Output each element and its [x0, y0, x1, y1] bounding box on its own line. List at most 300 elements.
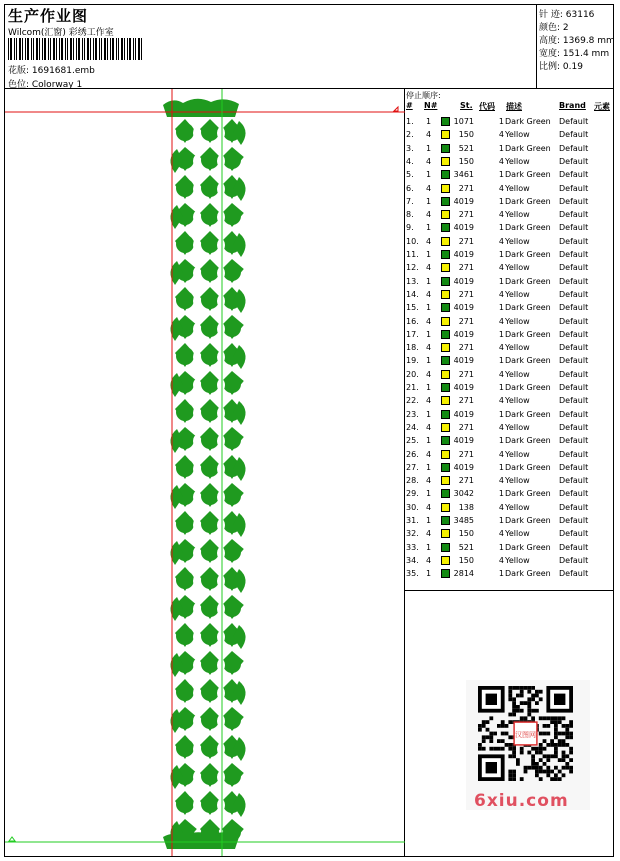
- pattern-gap: [217, 519, 225, 531]
- stat-scale: 比例: 0.19: [539, 62, 583, 72]
- row-number: 10.: [406, 236, 419, 246]
- stitch-count: 271: [458, 316, 474, 326]
- color-swatch: [441, 130, 450, 139]
- needle-number: 1: [426, 569, 432, 579]
- color-swatch: [441, 450, 450, 459]
- color-swatch: [441, 317, 450, 326]
- row-number: 3.: [406, 143, 414, 153]
- color-code: 4: [498, 502, 504, 512]
- pattern-gap: [217, 771, 225, 783]
- thread-brand: Default: [559, 170, 589, 180]
- needle-number: 1: [426, 117, 432, 126]
- color-description: Dark Green: [505, 223, 551, 233]
- needle-number: 1: [426, 170, 432, 180]
- stitch-count: 4019: [453, 356, 474, 366]
- pattern-gap: [193, 519, 201, 531]
- stitch-count: 150: [458, 529, 474, 539]
- table-row: [405, 449, 613, 462]
- pattern-gap: [193, 491, 201, 503]
- table-row: [405, 196, 613, 209]
- needle-number: 4: [426, 236, 432, 246]
- color-description: Dark Green: [505, 462, 551, 472]
- pattern-gap: [193, 323, 201, 335]
- pattern-drop: [201, 515, 219, 533]
- stop-sequence-title: 停止顺序:: [406, 91, 441, 100]
- embroidery-pattern: [5, 89, 405, 856]
- thread-brand: Default: [559, 303, 589, 313]
- pattern-gap: [217, 379, 225, 391]
- needle-number: 1: [426, 250, 432, 259]
- col-header-num: #: [406, 101, 413, 110]
- stitch-count: 271: [458, 369, 474, 379]
- stat-width: 宽度: 151.4 mm: [539, 49, 610, 59]
- pattern-gap: [217, 183, 225, 195]
- needle-number: 1: [426, 383, 432, 392]
- worksheet-header: [5, 5, 537, 89]
- pattern-drop: [176, 123, 194, 141]
- pattern-drop: [223, 767, 241, 785]
- thread-brand: Default: [559, 383, 589, 392]
- pattern-drop: [176, 795, 194, 813]
- stitch-count: 271: [458, 183, 474, 193]
- pattern-drop: [176, 179, 194, 197]
- pattern-gap: [193, 407, 201, 419]
- pattern-gap: [217, 799, 225, 811]
- pattern-drop: [201, 543, 219, 561]
- color-description: Dark Green: [505, 117, 551, 126]
- stitch-count: 4019: [453, 329, 474, 339]
- color-code: 4: [498, 289, 504, 299]
- needle-number: 4: [426, 422, 432, 432]
- pattern-gap: [217, 239, 225, 251]
- color-swatch: [441, 410, 450, 419]
- color-description: Dark Green: [505, 250, 551, 259]
- row-number: 26.: [406, 449, 419, 459]
- stitch-count: 521: [458, 143, 474, 153]
- thread-brand: Default: [559, 223, 589, 233]
- table-row: [405, 382, 613, 395]
- color-swatch: [441, 516, 450, 525]
- color-code: 1: [498, 409, 504, 419]
- color-description: Yellow: [505, 476, 530, 486]
- color-swatch: [441, 463, 450, 472]
- needle-number: 1: [426, 516, 432, 525]
- pattern-gap: [217, 547, 225, 559]
- col-header-stitches: St.: [460, 101, 473, 110]
- color-description: Dark Green: [505, 170, 551, 180]
- pattern-gap: [217, 435, 225, 447]
- color-swatch: [441, 556, 450, 565]
- color-description: Yellow: [505, 156, 530, 166]
- pattern-drop: [201, 403, 219, 421]
- needle-number: 4: [426, 289, 432, 299]
- table-row: [405, 302, 613, 315]
- color-code: 1: [498, 569, 504, 579]
- needle-number: 1: [426, 303, 432, 313]
- color-swatch: [441, 117, 450, 126]
- color-swatch: [441, 330, 450, 339]
- col-header-brand: Brand: [559, 101, 586, 110]
- pattern-drop: [223, 263, 241, 281]
- pattern-drop: [223, 207, 241, 225]
- color-description: Yellow: [505, 422, 530, 432]
- color-swatch: [441, 489, 450, 498]
- pattern-gap: [217, 463, 225, 475]
- pattern-gap: [193, 743, 201, 755]
- table-row: [405, 528, 613, 541]
- needle-number: 1: [426, 436, 432, 446]
- color-code: 4: [498, 476, 504, 486]
- needle-number: 1: [426, 462, 432, 472]
- color-description: Yellow: [505, 130, 530, 140]
- thread-brand: Default: [559, 396, 589, 406]
- pattern-gap: [217, 407, 225, 419]
- needle-number: 1: [426, 276, 432, 286]
- pattern-drop: [201, 571, 219, 589]
- row-number: 23.: [406, 409, 419, 419]
- needle-number: 1: [426, 223, 432, 233]
- pattern-gap: [217, 743, 225, 755]
- design-stats: [537, 5, 613, 89]
- table-row: [405, 422, 613, 435]
- pattern-drop: [223, 151, 241, 169]
- thread-brand: Default: [559, 529, 589, 539]
- color-swatch: [441, 356, 450, 365]
- pattern-drop: [223, 599, 241, 617]
- color-description: Yellow: [505, 263, 530, 273]
- color-swatch: [441, 476, 450, 485]
- table-row: [405, 435, 613, 448]
- thread-brand: Default: [559, 156, 589, 166]
- stitch-count: 4019: [453, 276, 474, 286]
- pattern-gap: [193, 211, 201, 223]
- color-description: Yellow: [505, 396, 530, 406]
- color-code: 4: [498, 263, 504, 273]
- color-code: 1: [498, 276, 504, 286]
- row-number: 22.: [406, 396, 419, 406]
- stat-stitches: 针 迹: 63116: [539, 10, 595, 20]
- color-swatch: [441, 543, 450, 552]
- stitch-count: 2814: [453, 569, 474, 579]
- color-swatch: [441, 423, 450, 432]
- pattern-drop: [176, 347, 194, 365]
- pattern-gap: [193, 603, 201, 615]
- pattern-drop: [223, 375, 241, 393]
- thread-brand: Default: [559, 343, 589, 353]
- pattern-drop: [201, 459, 219, 477]
- color-swatch: [441, 436, 450, 445]
- pattern-drop: [201, 123, 219, 141]
- stitch-count: 138: [458, 502, 474, 512]
- row-number: 21.: [406, 383, 419, 392]
- color-code: 4: [498, 422, 504, 432]
- row-number: 27.: [406, 462, 419, 472]
- color-code: 4: [498, 396, 504, 406]
- color-swatch: [441, 396, 450, 405]
- needle-number: 1: [426, 542, 432, 552]
- table-row: [405, 475, 613, 488]
- color-description: Dark Green: [505, 303, 551, 313]
- col-header-desc: 描述: [506, 102, 522, 111]
- color-description: Yellow: [505, 289, 530, 299]
- pattern-drop: [176, 235, 194, 253]
- thread-brand: Default: [559, 316, 589, 326]
- row-number: 30.: [406, 502, 419, 512]
- color-code: 4: [498, 316, 504, 326]
- pattern-drop: [201, 627, 219, 645]
- color-code: 4: [498, 529, 504, 539]
- thread-brand: Default: [559, 329, 589, 339]
- color-swatch: [441, 277, 450, 286]
- needle-number: 4: [426, 369, 432, 379]
- thread-brand: Default: [559, 555, 589, 565]
- needle-number: 4: [426, 449, 432, 459]
- row-number: 18.: [406, 343, 419, 353]
- row-number: 29.: [406, 489, 419, 499]
- color-code: 1: [498, 516, 504, 525]
- pattern-gap: [193, 687, 201, 699]
- color-code: 4: [498, 449, 504, 459]
- thread-brand: Default: [559, 542, 589, 552]
- stitch-count: 150: [458, 555, 474, 565]
- stitch-count: 4019: [453, 436, 474, 446]
- color-swatch: [441, 370, 450, 379]
- thread-brand: Default: [559, 502, 589, 512]
- row-number: 17.: [406, 329, 419, 339]
- row-number: 32.: [406, 529, 419, 539]
- color-description: Yellow: [505, 183, 530, 193]
- color-code: 4: [498, 343, 504, 353]
- color-swatch: [441, 343, 450, 352]
- page-title: 生产作业图: [8, 7, 89, 25]
- pattern-gap: [193, 351, 201, 363]
- table-row: [405, 183, 613, 196]
- needle-number: 1: [426, 356, 432, 366]
- row-number: 8.: [406, 210, 414, 220]
- color-description: Dark Green: [505, 436, 551, 446]
- color-swatch: [441, 569, 450, 578]
- stitch-count: 271: [458, 422, 474, 432]
- company-name: Wilcom(汇窗) 彩绣工作室: [8, 28, 114, 38]
- pattern-gap: [217, 323, 225, 335]
- color-code: 4: [498, 210, 504, 220]
- pattern-gap: [193, 575, 201, 587]
- thread-brand: Default: [559, 436, 589, 446]
- stop-sequence-table: [405, 89, 613, 591]
- pattern-drop: [201, 655, 219, 673]
- row-number: 20.: [406, 369, 419, 379]
- design-preview: [5, 89, 405, 856]
- pattern-gap: [193, 239, 201, 251]
- row-number: 28.: [406, 476, 419, 486]
- color-code: 1: [498, 250, 504, 259]
- needle-number: 4: [426, 555, 432, 565]
- table-row: [405, 222, 613, 235]
- stitch-count: 3461: [453, 170, 474, 180]
- border-band-top: [163, 99, 239, 117]
- pattern-gap: [193, 295, 201, 307]
- needle-number: 4: [426, 529, 432, 539]
- row-number: 16.: [406, 316, 419, 326]
- color-description: Dark Green: [505, 542, 551, 552]
- color-code: 4: [498, 156, 504, 166]
- row-number: 24.: [406, 422, 419, 432]
- table-row: [405, 488, 613, 501]
- table-row: [405, 249, 613, 262]
- row-number: 5.: [406, 170, 414, 180]
- stitch-count: 271: [458, 396, 474, 406]
- pattern-gap: [217, 491, 225, 503]
- color-code: 1: [498, 117, 504, 126]
- pattern-gap: [193, 379, 201, 391]
- color-description: Dark Green: [505, 356, 551, 366]
- row-number: 9.: [406, 223, 414, 233]
- table-row: [405, 542, 613, 555]
- row-number: 2.: [406, 130, 414, 140]
- row-number: 6.: [406, 183, 414, 193]
- thread-brand: Default: [559, 117, 589, 126]
- color-description: Yellow: [505, 316, 530, 326]
- color-swatch: [441, 529, 450, 538]
- row-number: 34.: [406, 555, 419, 565]
- table-row: [405, 369, 613, 382]
- color-code: 1: [498, 383, 504, 392]
- row-number: 12.: [406, 263, 419, 273]
- color-swatch: [441, 503, 450, 512]
- stitch-count: 4019: [453, 223, 474, 233]
- stitch-count: 271: [458, 236, 474, 246]
- pattern-drop: [201, 767, 219, 785]
- pattern-gap: [193, 715, 201, 727]
- color-swatch: [441, 383, 450, 392]
- pattern-drop: [223, 655, 241, 673]
- pattern-drop: [201, 319, 219, 337]
- thread-brand: Default: [559, 289, 589, 299]
- table-row: [405, 515, 613, 528]
- pattern-gap: [217, 715, 225, 727]
- stitch-count: 271: [458, 210, 474, 220]
- pattern-drop: [223, 319, 241, 337]
- color-code: 1: [498, 356, 504, 366]
- color-description: Yellow: [505, 555, 530, 565]
- pattern-drop: [223, 487, 241, 505]
- stitch-count: 150: [458, 156, 474, 166]
- table-row: [405, 555, 613, 568]
- thread-brand: Default: [559, 409, 589, 419]
- table-row: [405, 276, 613, 289]
- table-row: [405, 209, 613, 222]
- color-code: 4: [498, 369, 504, 379]
- row-number: 14.: [406, 289, 419, 299]
- needle-number: 4: [426, 156, 432, 166]
- row-number: 11.: [406, 250, 419, 259]
- color-description: Dark Green: [505, 276, 551, 286]
- pattern-gap: [193, 155, 201, 167]
- thread-brand: Default: [559, 489, 589, 499]
- pattern-gap: [193, 547, 201, 559]
- needle-number: 4: [426, 130, 432, 140]
- pattern-motifs: [163, 99, 246, 849]
- thread-brand: Default: [559, 476, 589, 486]
- color-swatch: [441, 210, 450, 219]
- color-code: 1: [498, 489, 504, 499]
- needle-number: 4: [426, 316, 432, 326]
- table-row: [405, 129, 613, 142]
- color-code: 1: [498, 303, 504, 313]
- pattern-drop: [223, 543, 241, 561]
- color-description: Dark Green: [505, 196, 551, 206]
- pattern-gap: [193, 771, 201, 783]
- needle-number: 4: [426, 396, 432, 406]
- watermark-logo: 6xiu.com: [474, 791, 569, 811]
- col-header-code: 代码: [479, 102, 495, 111]
- table-row: [405, 395, 613, 408]
- pattern-drop: [223, 711, 241, 729]
- needle-number: 4: [426, 263, 432, 273]
- thread-brand: Default: [559, 130, 589, 140]
- needle-number: 1: [426, 489, 432, 499]
- qr-badge-text: 汉图网: [515, 730, 536, 739]
- color-description: Dark Green: [505, 516, 551, 525]
- stitch-count: 4019: [453, 409, 474, 419]
- table-row: [405, 342, 613, 355]
- needle-number: 4: [426, 343, 432, 353]
- table-row: [405, 329, 613, 342]
- stitch-count: 521: [458, 542, 474, 552]
- stitch-count: 271: [458, 289, 474, 299]
- pattern-gap: [217, 155, 225, 167]
- color-swatch: [441, 263, 450, 272]
- needle-number: 1: [426, 409, 432, 419]
- thread-brand: Default: [559, 369, 589, 379]
- pattern-gap: [217, 603, 225, 615]
- pattern-drop: [201, 235, 219, 253]
- color-description: Yellow: [505, 449, 530, 459]
- pattern-gap: [217, 351, 225, 363]
- pattern-gap: [193, 183, 201, 195]
- start-marker-icon: [394, 107, 398, 111]
- table-row: [405, 262, 613, 275]
- color-description: Dark Green: [505, 569, 551, 579]
- table-row: [405, 143, 613, 156]
- color-description: Yellow: [505, 502, 530, 512]
- color-swatch: [441, 144, 450, 153]
- stitch-count: 271: [458, 449, 474, 459]
- pattern-drop: [201, 291, 219, 309]
- color-code: 1: [498, 329, 504, 339]
- row-number: 1.: [406, 117, 414, 126]
- row-number: 19.: [406, 356, 419, 366]
- color-code: 1: [498, 436, 504, 446]
- pattern-gap: [193, 267, 201, 279]
- color-description: Yellow: [505, 210, 530, 220]
- color-swatch: [441, 184, 450, 193]
- stat-height: 高度: 1369.8 mm: [539, 36, 615, 46]
- needle-number: 4: [426, 476, 432, 486]
- color-code: 1: [498, 170, 504, 180]
- pattern-gap: [217, 267, 225, 279]
- thread-brand: Default: [559, 356, 589, 366]
- colorway-label: 色位: Colorway 1: [8, 80, 83, 90]
- color-code: 1: [498, 542, 504, 552]
- design-file-label: 花版: 1691681.emb: [8, 66, 95, 76]
- stitch-count: 271: [458, 476, 474, 486]
- pattern-drop: [201, 179, 219, 197]
- thread-brand: Default: [559, 462, 589, 472]
- stitch-count: 3042: [453, 489, 474, 499]
- row-number: 4.: [406, 156, 414, 166]
- thread-brand: Default: [559, 183, 589, 193]
